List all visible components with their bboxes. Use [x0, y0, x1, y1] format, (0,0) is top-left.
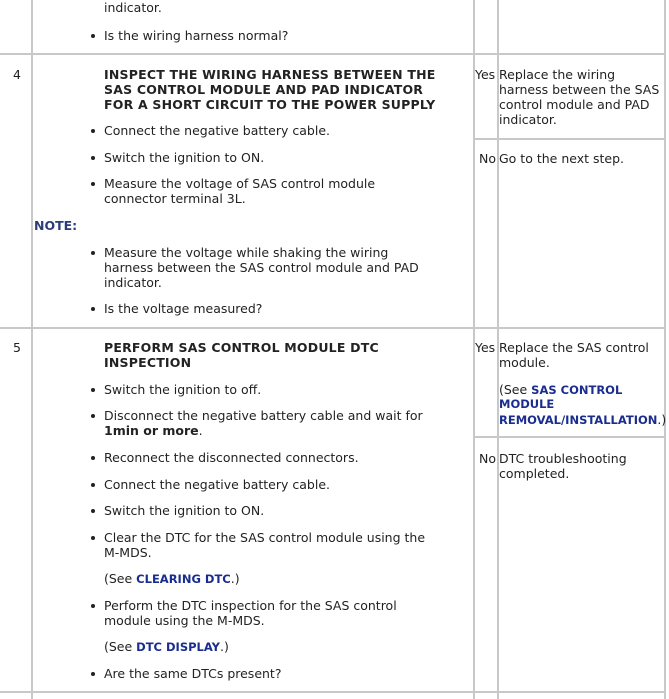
step-item: indicator.	[104, 275, 162, 290]
step-item: Is the wiring harness normal?	[104, 28, 289, 43]
bullet	[91, 182, 95, 186]
note-label: NOTE:	[34, 218, 78, 233]
sas-removal-link[interactable]: MODULE	[499, 397, 555, 411]
bullet	[91, 414, 95, 418]
step-item: Connect the negative battery cable.	[104, 477, 330, 492]
no-action: completed.	[499, 466, 570, 481]
column-divider	[31, 0, 33, 699]
bullet	[91, 509, 95, 513]
bullet	[91, 34, 95, 38]
column-divider	[664, 0, 666, 699]
bullet	[91, 536, 95, 540]
cont-text: indicator.	[104, 0, 162, 15]
step-number: 5	[13, 340, 21, 355]
dtc-display-link[interactable]: DTC DISPLAY	[136, 640, 220, 654]
step-item: module using the M-MDS.	[104, 613, 265, 628]
yes-action: module.	[499, 355, 550, 370]
step-item: Connect the negative battery cable.	[104, 123, 330, 138]
step-heading: SAS CONTROL MODULE AND PAD INDICATOR	[104, 82, 424, 97]
step-item: harness between the SAS control module and PAD	[104, 260, 419, 275]
step-item: Perform the DTC inspection for the SAS control	[104, 598, 397, 613]
step-item: M-MDS.	[104, 545, 152, 560]
row-divider	[0, 53, 666, 55]
step-item: 1min or more.	[104, 423, 203, 438]
step-item: Is the voltage measured?	[104, 301, 263, 316]
step-heading: INSPECT THE WIRING HARNESS BETWEEN THE	[104, 67, 436, 82]
bullet	[91, 156, 95, 160]
yes-action: indicator.	[499, 112, 557, 127]
clearing-dtc-link[interactable]: CLEARING DTC	[136, 572, 231, 586]
step-item: Switch the ignition to ON.	[104, 150, 265, 165]
no-label: No	[479, 151, 496, 166]
row-divider	[0, 327, 666, 329]
step-item: Are the same DTCs present?	[104, 666, 282, 681]
see-reference: (See CLEARING DTC.)	[104, 571, 240, 586]
yes-action: harness between the SAS	[499, 82, 660, 97]
no-action: Go to the next step.	[499, 151, 624, 166]
step-heading: INSPECTION	[104, 355, 192, 370]
bullet	[91, 129, 95, 133]
sas-removal-link[interactable]: SAS CONTROL	[531, 383, 623, 397]
step-item: Clear the DTC for the SAS control module using the	[104, 530, 426, 545]
bullet	[91, 604, 95, 608]
bullet	[91, 251, 95, 255]
see-reference: (See DTC DISPLAY.)	[104, 639, 229, 654]
see-reference: (See SAS CONTROL	[499, 382, 623, 397]
bullet	[91, 456, 95, 460]
yes-action: control module and PAD	[499, 97, 650, 112]
bullet	[91, 388, 95, 392]
no-action: DTC troubleshooting	[499, 451, 627, 466]
wait-time: 1min or more	[104, 423, 199, 438]
bullet	[91, 483, 95, 487]
yes-label: Yes	[475, 67, 496, 82]
yes-label: Yes	[475, 340, 496, 355]
step-item: Reconnect the disconnected connectors.	[104, 450, 359, 465]
step-item: Switch the ignition to off.	[104, 382, 262, 397]
row-divider	[473, 138, 666, 140]
step-item: connector terminal 3L.	[104, 191, 246, 206]
yes-action: Replace the wiring	[499, 67, 616, 82]
bullet	[91, 307, 95, 311]
row-divider	[473, 436, 666, 438]
step-item: Switch the ignition to ON.	[104, 503, 265, 518]
see-reference: REMOVAL/INSTALLATION.)	[499, 412, 667, 427]
sas-removal-link[interactable]: REMOVAL/INSTALLATION	[499, 413, 658, 427]
step-heading: FOR A SHORT CIRCUIT TO THE POWER SUPPLY	[104, 97, 436, 112]
step-number: 4	[13, 67, 21, 82]
bullet	[91, 672, 95, 676]
step-item: Measure the voltage while shaking the wiring	[104, 245, 389, 260]
yes-action: Replace the SAS control	[499, 340, 649, 355]
step-heading: PERFORM SAS CONTROL MODULE DTC	[104, 340, 379, 355]
step-item: Disconnect the negative battery cable and wait for	[104, 408, 423, 423]
step-item: Measure the voltage of SAS control module	[104, 176, 376, 191]
row-divider	[0, 691, 666, 693]
no-label: No	[479, 451, 496, 466]
